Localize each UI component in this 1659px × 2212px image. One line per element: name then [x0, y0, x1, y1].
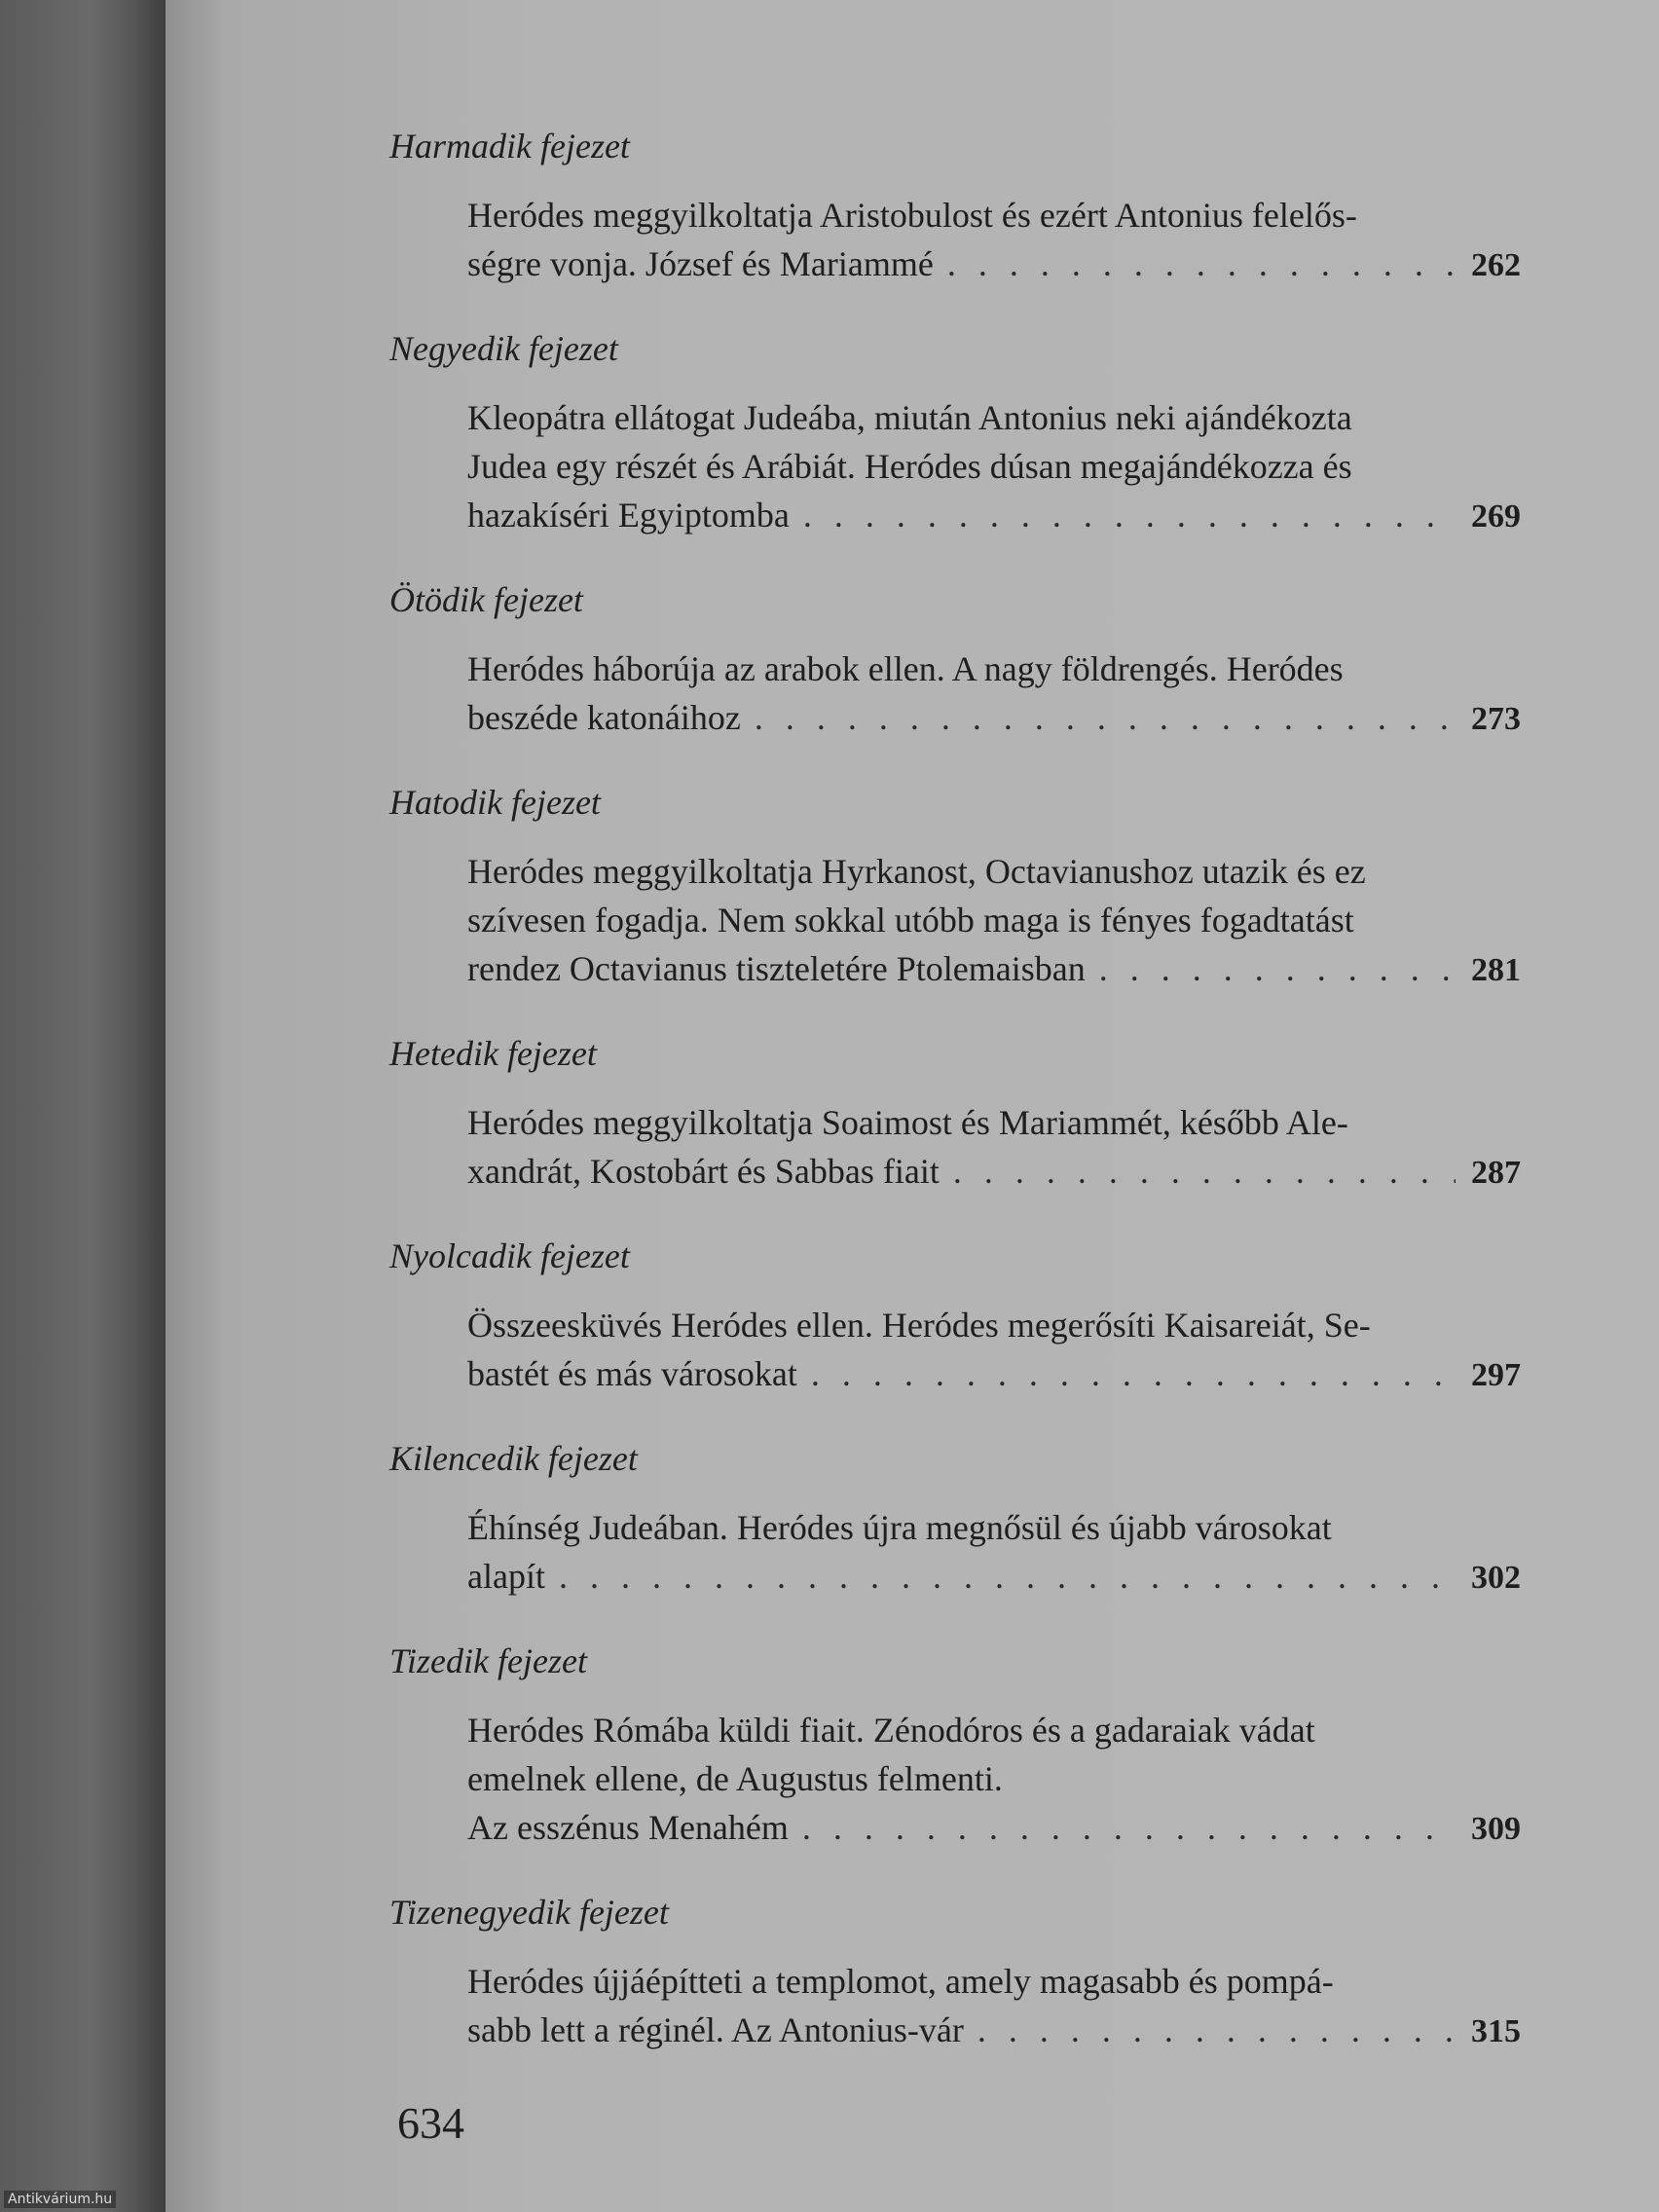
toc-entry-tizenegyedik	[389, 1891, 1626, 2056]
summary-last-line	[467, 240, 1521, 290]
summary-line: alapít	[467, 1557, 545, 1596]
toc-entry-kilencedik	[389, 1437, 1626, 1603]
chapter-heading: Tizenegyedik fejezet	[389, 1893, 669, 1932]
page-number: 281	[1471, 952, 1521, 988]
chapter-summary	[467, 393, 1521, 541]
dot-leader	[811, 1349, 1456, 1398]
page-number: 302	[1471, 1560, 1521, 1596]
table-of-contents	[389, 125, 1626, 2093]
page-number: 309	[1471, 1811, 1521, 1847]
chapter-summary	[467, 1503, 1521, 1603]
summary-line: Az esszénus Menahém	[467, 1808, 789, 1847]
chapter-heading: Ötödik fejezet	[389, 580, 583, 619]
summary-last-line	[467, 2006, 1521, 2056]
summary-last-line	[467, 1349, 1521, 1400]
dot-leader	[803, 491, 1456, 539]
dot-leader	[559, 1552, 1456, 1601]
dot-leader	[953, 1147, 1456, 1196]
summary-line: sabb lett a réginél. Az Antonius-vár	[467, 2010, 964, 2049]
summary-line: emelnek ellene, de Augustus felmenti.	[467, 1759, 1003, 1798]
dot-leader	[755, 693, 1456, 742]
dot-leader	[947, 240, 1456, 288]
summary-last-line	[467, 1803, 1521, 1854]
page-number: 315	[1471, 2013, 1521, 2049]
chapter-summary	[467, 847, 1521, 995]
chapter-summary	[467, 1301, 1521, 1400]
summary-line: Heródes újjáépítteti a templomot, amely magasabb és pompá-	[467, 1962, 1334, 2001]
summary-line: Heródes meggyilkoltatja Aristobulost és ezért Antonius felelős-	[467, 196, 1357, 235]
summary-line: Heródes háborúja az arabok ellen. A nagy földrengés. Heródes	[467, 649, 1344, 688]
summary-line: Kleopátra ellátogat Judeába, miután Antonius neki ajándékozta	[467, 398, 1352, 437]
summary-last-line	[467, 491, 1521, 541]
summary-line: Judea egy részét és Arábiát. Heródes dúsan megajándékozza és	[467, 447, 1352, 486]
summary-line: bastét és más városokat	[467, 1354, 797, 1393]
chapter-heading: Hatodik fejezet	[389, 783, 601, 822]
summary-last-line	[467, 1552, 1521, 1603]
chapter-heading: Hetedik fejezet	[389, 1034, 597, 1073]
chapter-summary	[467, 1098, 1521, 1198]
summary-line: Heródes meggyilkoltatja Hyrkanost, Octavianushoz utazik és ez	[467, 852, 1366, 891]
summary-line: ségre vonja. József és Mariammé	[467, 244, 934, 283]
summary-line: beszéde katonáihoz	[467, 698, 741, 737]
chapter-heading: Harmadik fejezet	[389, 127, 630, 166]
chapter-summary	[467, 1706, 1521, 1854]
chapter-heading: Nyolcadik fejezet	[389, 1236, 630, 1275]
chapter-summary	[467, 645, 1521, 744]
book-spine-shadow	[0, 0, 166, 2212]
chapter-summary	[467, 1957, 1521, 2056]
watermark: Antikvárium.hu	[4, 2191, 116, 2208]
toc-entry-hetedik	[389, 1032, 1626, 1198]
page-number: 273	[1471, 701, 1521, 737]
summary-line: rendez Octavianus tiszteletére Ptolemaisban	[467, 949, 1086, 988]
chapter-heading: Tizedik fejezet	[389, 1641, 587, 1680]
summary-line: Heródes Rómába küldi fiait. Zénodóros és a gadaraiak vádat	[467, 1711, 1315, 1750]
page-number: 262	[1471, 247, 1521, 283]
folio-page-number: 634	[397, 2098, 464, 2148]
toc-entry-nyolcadik	[389, 1235, 1626, 1400]
summary-line: Összeesküvés Heródes ellen. Heródes megerősíti Kaisareiát, Se-	[467, 1306, 1371, 1345]
toc-entry-negyedik	[389, 327, 1626, 541]
chapter-heading: Kilencedik fejezet	[389, 1439, 638, 1478]
page-number: 297	[1471, 1357, 1521, 1393]
summary-line: Heródes meggyilkoltatja Soaimost és Mariammét, később Ale-	[467, 1103, 1348, 1142]
chapter-heading: Negyedik fejezet	[389, 329, 618, 368]
summary-line: hazakíséri Egyiptomba	[467, 496, 790, 535]
toc-entry-tizedik	[389, 1640, 1626, 1854]
page-number: 269	[1471, 498, 1521, 535]
dot-leader	[802, 1803, 1456, 1852]
summary-line: xandrát, Kostobárt és Sabbas fiait	[467, 1152, 940, 1191]
summary-last-line	[467, 944, 1521, 995]
toc-entry-otodik	[389, 578, 1626, 744]
summary-line: szívesen fogadja. Nem sokkal utóbb maga is fényes fogadtatást	[467, 901, 1354, 940]
summary-last-line	[467, 1147, 1521, 1198]
page-number: 287	[1471, 1155, 1521, 1191]
dot-leader	[1099, 944, 1456, 993]
toc-entry-harmadik	[389, 125, 1626, 290]
toc-entry-hatodik	[389, 781, 1626, 995]
chapter-summary	[467, 191, 1521, 290]
summary-last-line	[467, 693, 1521, 744]
dot-leader	[977, 2006, 1456, 2054]
summary-line: Éhínség Judeában. Heródes újra megnősül és újabb városokat	[467, 1508, 1332, 1547]
